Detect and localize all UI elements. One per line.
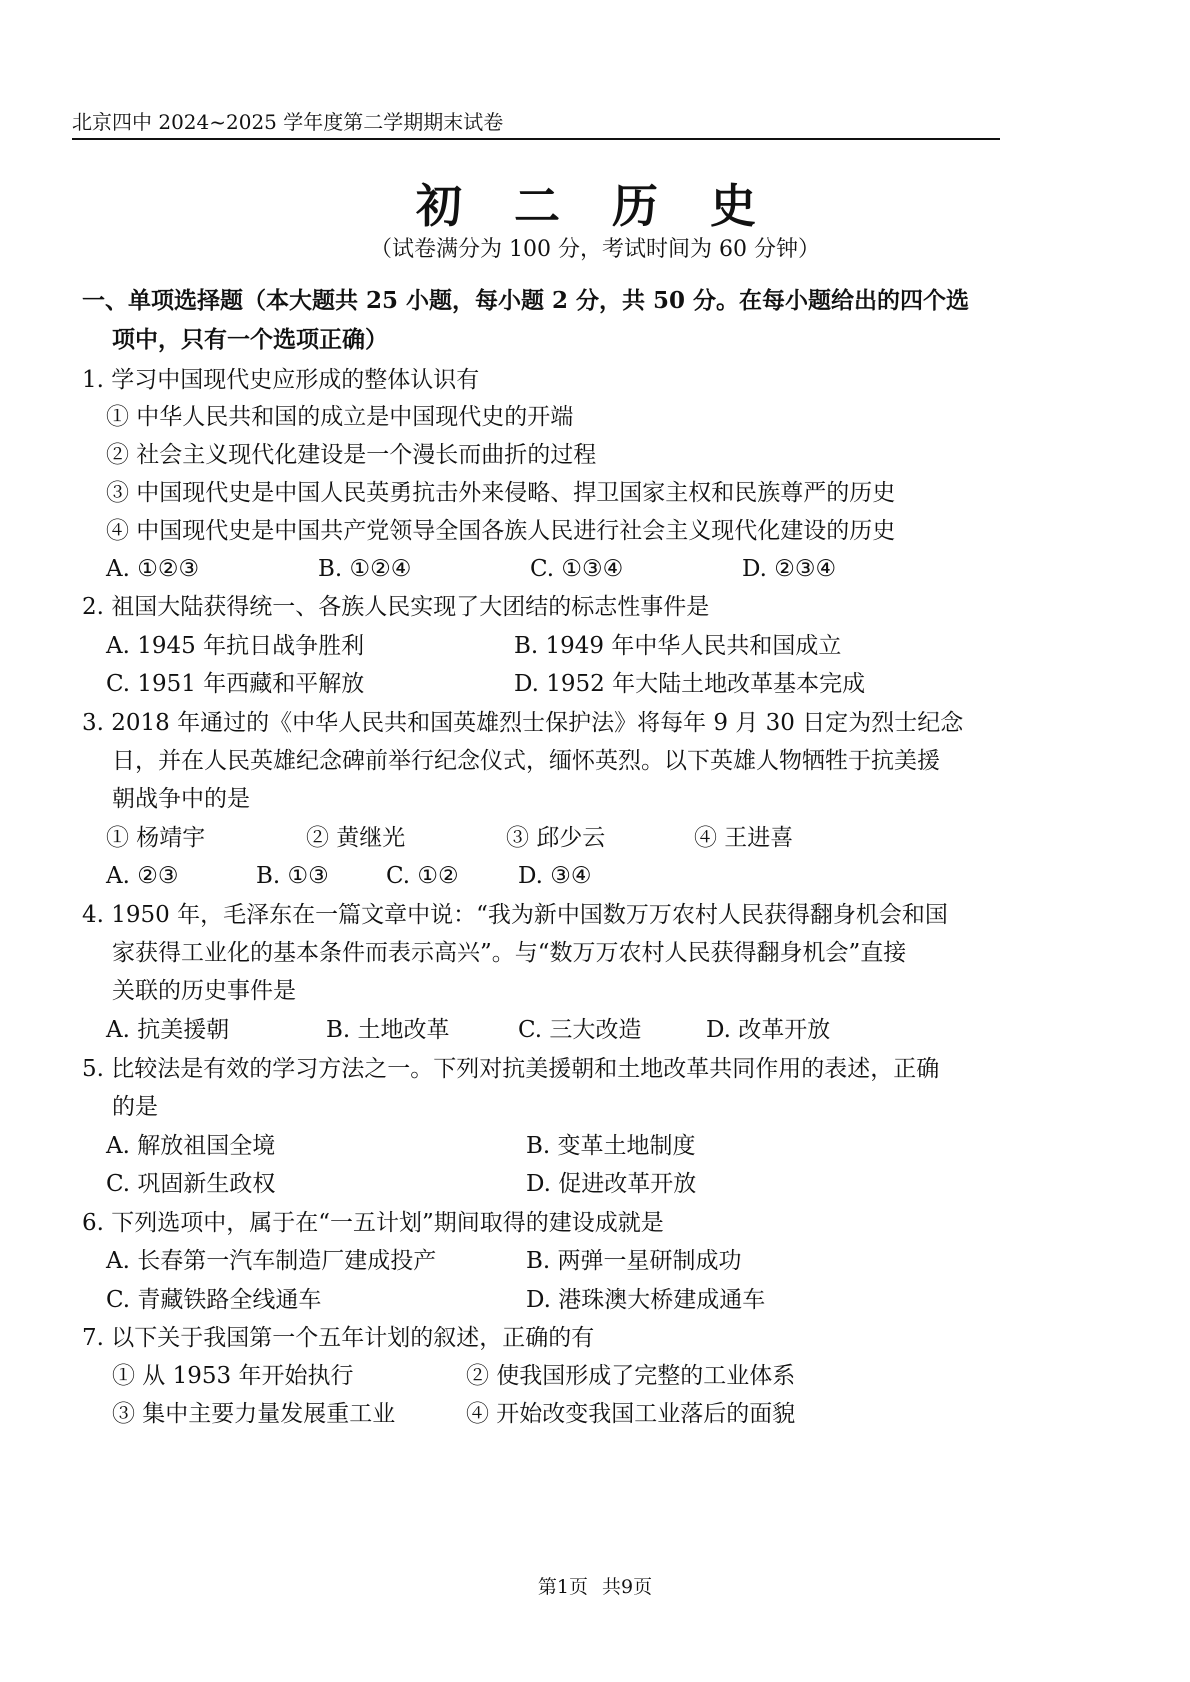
exam-subtitle: （试卷满分为 100 分，考试时间为 60 分钟）: [370, 237, 820, 262]
question-1-item: ④ 中国现代史是中国共产党领导全国各族人民进行社会主义现代化建设的历史: [106, 518, 896, 544]
question-2-option: A. 1945 年抗日战争胜利: [106, 633, 365, 659]
question-3-option: B. ①③: [256, 863, 329, 889]
question-3-item: ② 黄继光: [306, 825, 406, 851]
question-6-option: B. 两弹一星研制成功: [526, 1248, 742, 1274]
question-4-option: A. 抗美援朝: [106, 1017, 230, 1043]
question-2-stem: 2. 祖国大陆获得统一、各族人民实现了大团结的标志性事件是: [82, 594, 710, 620]
question-5-option: D. 促进改革开放: [526, 1171, 697, 1197]
question-5-option: B. 变革土地制度: [526, 1133, 696, 1159]
question-7-item: ③ 集中主要力量发展重工业: [112, 1401, 396, 1427]
question-4-option: B. 土地改革: [326, 1017, 450, 1043]
question-5-stem: 5. 比较法是有效的学习方法之一。下列对抗美援朝和土地改革共同作用的表述，正确: [82, 1056, 940, 1082]
question-6-option: C. 青藏铁路全线通车: [106, 1287, 322, 1313]
question-7-item: ② 使我国形成了完整的工业体系: [466, 1363, 796, 1389]
section-heading-cont: 项中，只有一个选项正确）: [112, 326, 388, 353]
question-5-option: C. 巩固新生政权: [106, 1171, 276, 1197]
question-5-option: A. 解放祖国全境: [106, 1133, 276, 1159]
question-4-option: C. 三大改造: [518, 1017, 642, 1043]
question-3-item: ① 杨靖宇: [106, 825, 206, 851]
question-2-option: B. 1949 年中华人民共和国成立: [514, 633, 842, 659]
question-4-stem: 4. 1950 年，毛泽东在一篇文章中说：“我为新中国数万万农村人民获得翻身机会和国: [82, 902, 948, 928]
page-number: 第1页: [537, 1576, 588, 1598]
question-1-stem: 1. 学习中国现代史应形成的整体认识有: [82, 367, 480, 393]
question-3-option: A. ②③: [106, 863, 179, 889]
question-1-option: D. ②③④: [742, 556, 837, 582]
section-heading: 一、单项选择题（本大题共 25 小题，每小题 2 分，共 50 分。在每小题给出的四个选: [82, 287, 970, 314]
question-3-item: ③ 邱少云: [506, 825, 606, 851]
question-1-option: A. ①②③: [106, 556, 200, 582]
question-3-stem: 3. 2018 年通过的《中华人民共和国英雄烈士保护法》将每年 9 月 30 日定为烈士纪念: [82, 710, 964, 736]
question-2-option: D. 1952 年大陆土地改革基本完成: [514, 671, 866, 697]
question-1-item: ① 中华人民共和国的成立是中国现代史的开端: [106, 404, 574, 430]
question-2-option: C. 1951 年西藏和平解放: [106, 671, 365, 697]
question-7-item: ① 从 1953 年开始执行: [112, 1363, 354, 1389]
question-4-option: D. 改革开放: [706, 1017, 831, 1043]
question-3-option: D. ③④: [518, 863, 592, 889]
question-6-option: D. 港珠澳大桥建成通车: [526, 1287, 766, 1313]
question-1-item: ② 社会主义现代化建设是一个漫长而曲折的过程: [106, 442, 597, 468]
question-3-stem: 朝战争中的是: [112, 786, 250, 812]
question-1-option: C. ①③④: [530, 556, 624, 582]
question-3-stem: 日，并在人民英雄纪念碑前举行纪念仪式，缅怀英烈。以下英雄人物牺牲于抗美援: [112, 748, 940, 774]
question-1-item: ③ 中国现代史是中国人民英勇抗击外来侵略、捍卫国家主权和民族尊严的历史: [106, 480, 896, 506]
question-4-stem: 关联的历史事件是: [112, 978, 296, 1004]
page-title: 初 二 历 史: [415, 179, 775, 233]
question-7-item: ④ 开始改变我国工业落后的面貌: [466, 1401, 796, 1427]
question-3-item: ④ 王进喜: [694, 825, 794, 851]
question-6-option: A. 长春第一汽车制造厂建成投产: [106, 1248, 437, 1274]
question-5-stem: 的是: [112, 1094, 158, 1120]
question-7-stem: 7. 以下关于我国第一个五年计划的叙述，正确的有: [82, 1325, 595, 1351]
question-1-option: B. ①②④: [318, 556, 412, 582]
question-4-stem: 家获得工业化的基本条件而表示高兴”。与“数万万农村人民获得翻身机会”直接: [112, 940, 907, 966]
page-total: 共9页: [602, 1576, 653, 1598]
exam-header: 北京四中 2024~2025 学年度第二学期期末试卷: [72, 108, 1000, 140]
page-footer: [0, 1572, 1190, 1599]
question-3-option: C. ①②: [386, 863, 459, 889]
question-6-stem: 6. 下列选项中，属于在“一五计划”期间取得的建设成就是: [82, 1210, 664, 1236]
